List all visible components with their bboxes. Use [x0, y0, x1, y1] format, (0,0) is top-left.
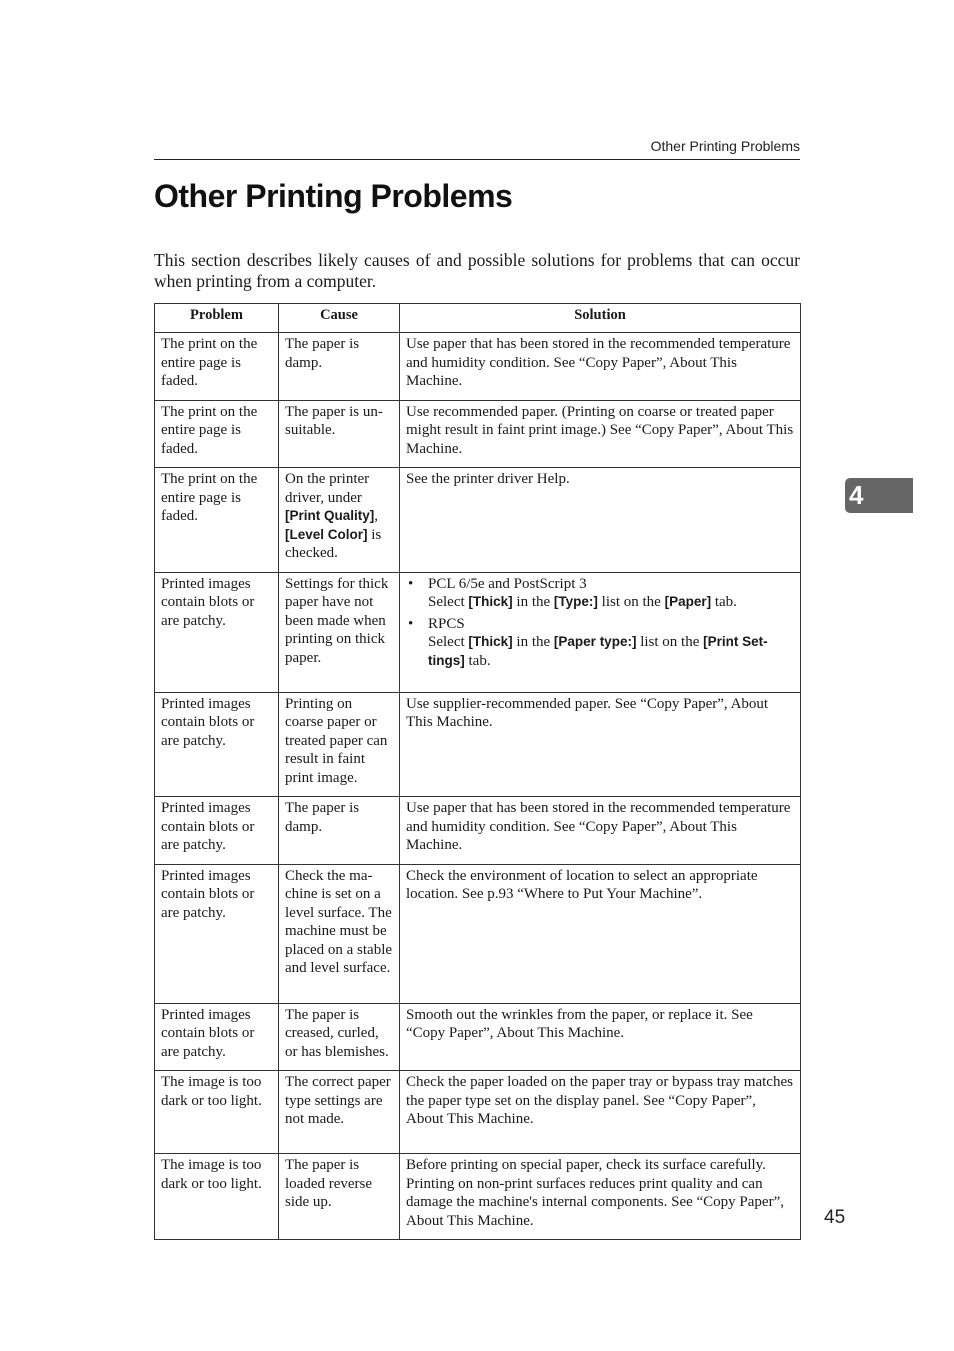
print-settings-tab-key: [Print Settings] [428, 634, 768, 668]
bullet-heading: PCL 6/5e and PostScript 3 [428, 575, 587, 592]
cause-text: is checked. [285, 526, 382, 561]
print-quality-key: [Print Quality] [285, 508, 375, 523]
solution-cell: Use recommended paper. (Printing on coarse or treated paper might result in faint print image.) See “Copy Paper”, About This Machine. [400, 400, 801, 468]
cause-cell: The paper is damp. [279, 333, 400, 401]
solution-cell [400, 572, 801, 692]
bullet-icon: • [408, 615, 414, 632]
page-title: Other Printing Problems [154, 178, 513, 214]
cause-cell: Printing on coarse paper or treated paper can result in faint print image. [279, 692, 400, 797]
table-row [155, 333, 801, 401]
solution-bullet-list [406, 575, 795, 671]
solution-cell: Before printing on special paper, check its surface carefully. Printing on non-print surfaces reduces print quality and can damage the machine's internal components. See “Copy Paper”, About This Machine. [400, 1154, 801, 1240]
list-item [406, 615, 795, 671]
page-number: 45 [824, 1207, 846, 1228]
intro-paragraph: This section describes likely causes of and possible solutions for problems that can occur when printing from a computer. [154, 250, 800, 291]
problem-cell: Printed images contain blots or are patchy. [155, 692, 279, 797]
bullet-text: in the [516, 594, 551, 610]
table-row [155, 864, 801, 1003]
cause-cell: Check the machine is set on a level surface. The machine must be placed on a stable and level surface. [279, 864, 400, 1003]
table-row [155, 1071, 801, 1154]
paper-tab-key: [Paper] [664, 594, 712, 609]
problem-cell: The print on the entire page is faded. [155, 333, 279, 401]
problem-cell: The image is too dark or too light. [155, 1154, 279, 1240]
cause-cell [279, 468, 400, 573]
problem-cell: Printed images contain blots or are patchy. [155, 797, 279, 865]
cause-cell: The paper is unsuitable. [279, 400, 400, 468]
solution-cell: Use paper that has been stored in the recommended temperature and humidity condition. See “Copy Paper”, About This Machine. [400, 333, 801, 401]
column-header-cause: Cause [279, 304, 400, 333]
table-row [155, 1154, 801, 1240]
table-header-row [155, 304, 801, 333]
level-color-key: [Level Color] [285, 526, 368, 542]
bullet-text: tab. [468, 652, 491, 669]
paper-type-key: [Paper type:] [553, 634, 637, 649]
bullet-text: Select [428, 634, 465, 650]
bullet-text: tab. [714, 594, 737, 610]
running-header: Other Printing Problems [650, 138, 800, 154]
problem-cell: Printed images contain blots or are patchy. [155, 1003, 279, 1071]
table-row [155, 1003, 801, 1071]
cause-cell: The paper is damp. [279, 797, 400, 865]
solution-cell: Use paper that has been stored in the recommended temperature and humidity condition. See “Copy Paper”, About This Machine. [400, 797, 801, 865]
solution-cell: Use supplier-recommended paper. See “Copy Paper”, About This Machine. [400, 692, 801, 797]
bullet-text: list on the [640, 634, 700, 650]
header-rule [154, 159, 800, 160]
bullet-text: Select [428, 594, 465, 610]
bullet-text: list on the [601, 594, 661, 610]
solution-cell: Smooth out the wrinkles from the paper, or replace it. See “Copy Paper”, About This Machine. [400, 1003, 801, 1071]
cause-text: , [374, 508, 379, 524]
problem-cell: Printed images contain blots or are patchy. [155, 572, 279, 692]
thick-key: [Thick] [468, 634, 513, 649]
solution-cell: Check the environment of location to select an appropriate location. See p.93 “Where to Put Your Machine”. [400, 864, 801, 1003]
problem-cell: The print on the entire page is faded. [155, 468, 279, 573]
table-row [155, 797, 801, 865]
chapter-tab: 4 [845, 478, 913, 513]
bullet-text: in the [516, 634, 551, 650]
troubleshooting-table [154, 303, 801, 1240]
bullet-icon: • [408, 575, 414, 592]
table-row [155, 400, 801, 468]
thick-key: [Thick] [468, 594, 513, 609]
cause-cell: The correct paper type settings are not made. [279, 1071, 400, 1154]
solution-cell: See the printer driver Help. [400, 468, 801, 573]
table-row [155, 468, 801, 573]
problem-cell: The print on the entire page is faded. [155, 400, 279, 468]
problem-cell: The image is too dark or too light. [155, 1071, 279, 1154]
table-row [155, 572, 801, 692]
solution-cell: Check the paper loaded on the paper tray or bypass tray matches the paper type set on the display panel. See “Copy Paper”, About This Machine. [400, 1071, 801, 1154]
cause-text: On the printer driver, under [285, 471, 370, 506]
cause-cell: The paper is loaded reverse side up. [279, 1154, 400, 1240]
cause-cell: The paper is creased, curled, or has blemishes. [279, 1003, 400, 1071]
type-key: [Type:] [553, 594, 598, 609]
table-row [155, 692, 801, 797]
column-header-problem: Problem [155, 304, 279, 333]
problem-cell: Printed images contain blots or are patchy. [155, 864, 279, 1003]
bullet-heading: RPCS [428, 615, 465, 632]
column-header-solution: Solution [400, 304, 801, 333]
list-item [406, 575, 795, 612]
cause-cell: Settings for thick paper have not been made when printing on thick paper. [279, 572, 400, 692]
